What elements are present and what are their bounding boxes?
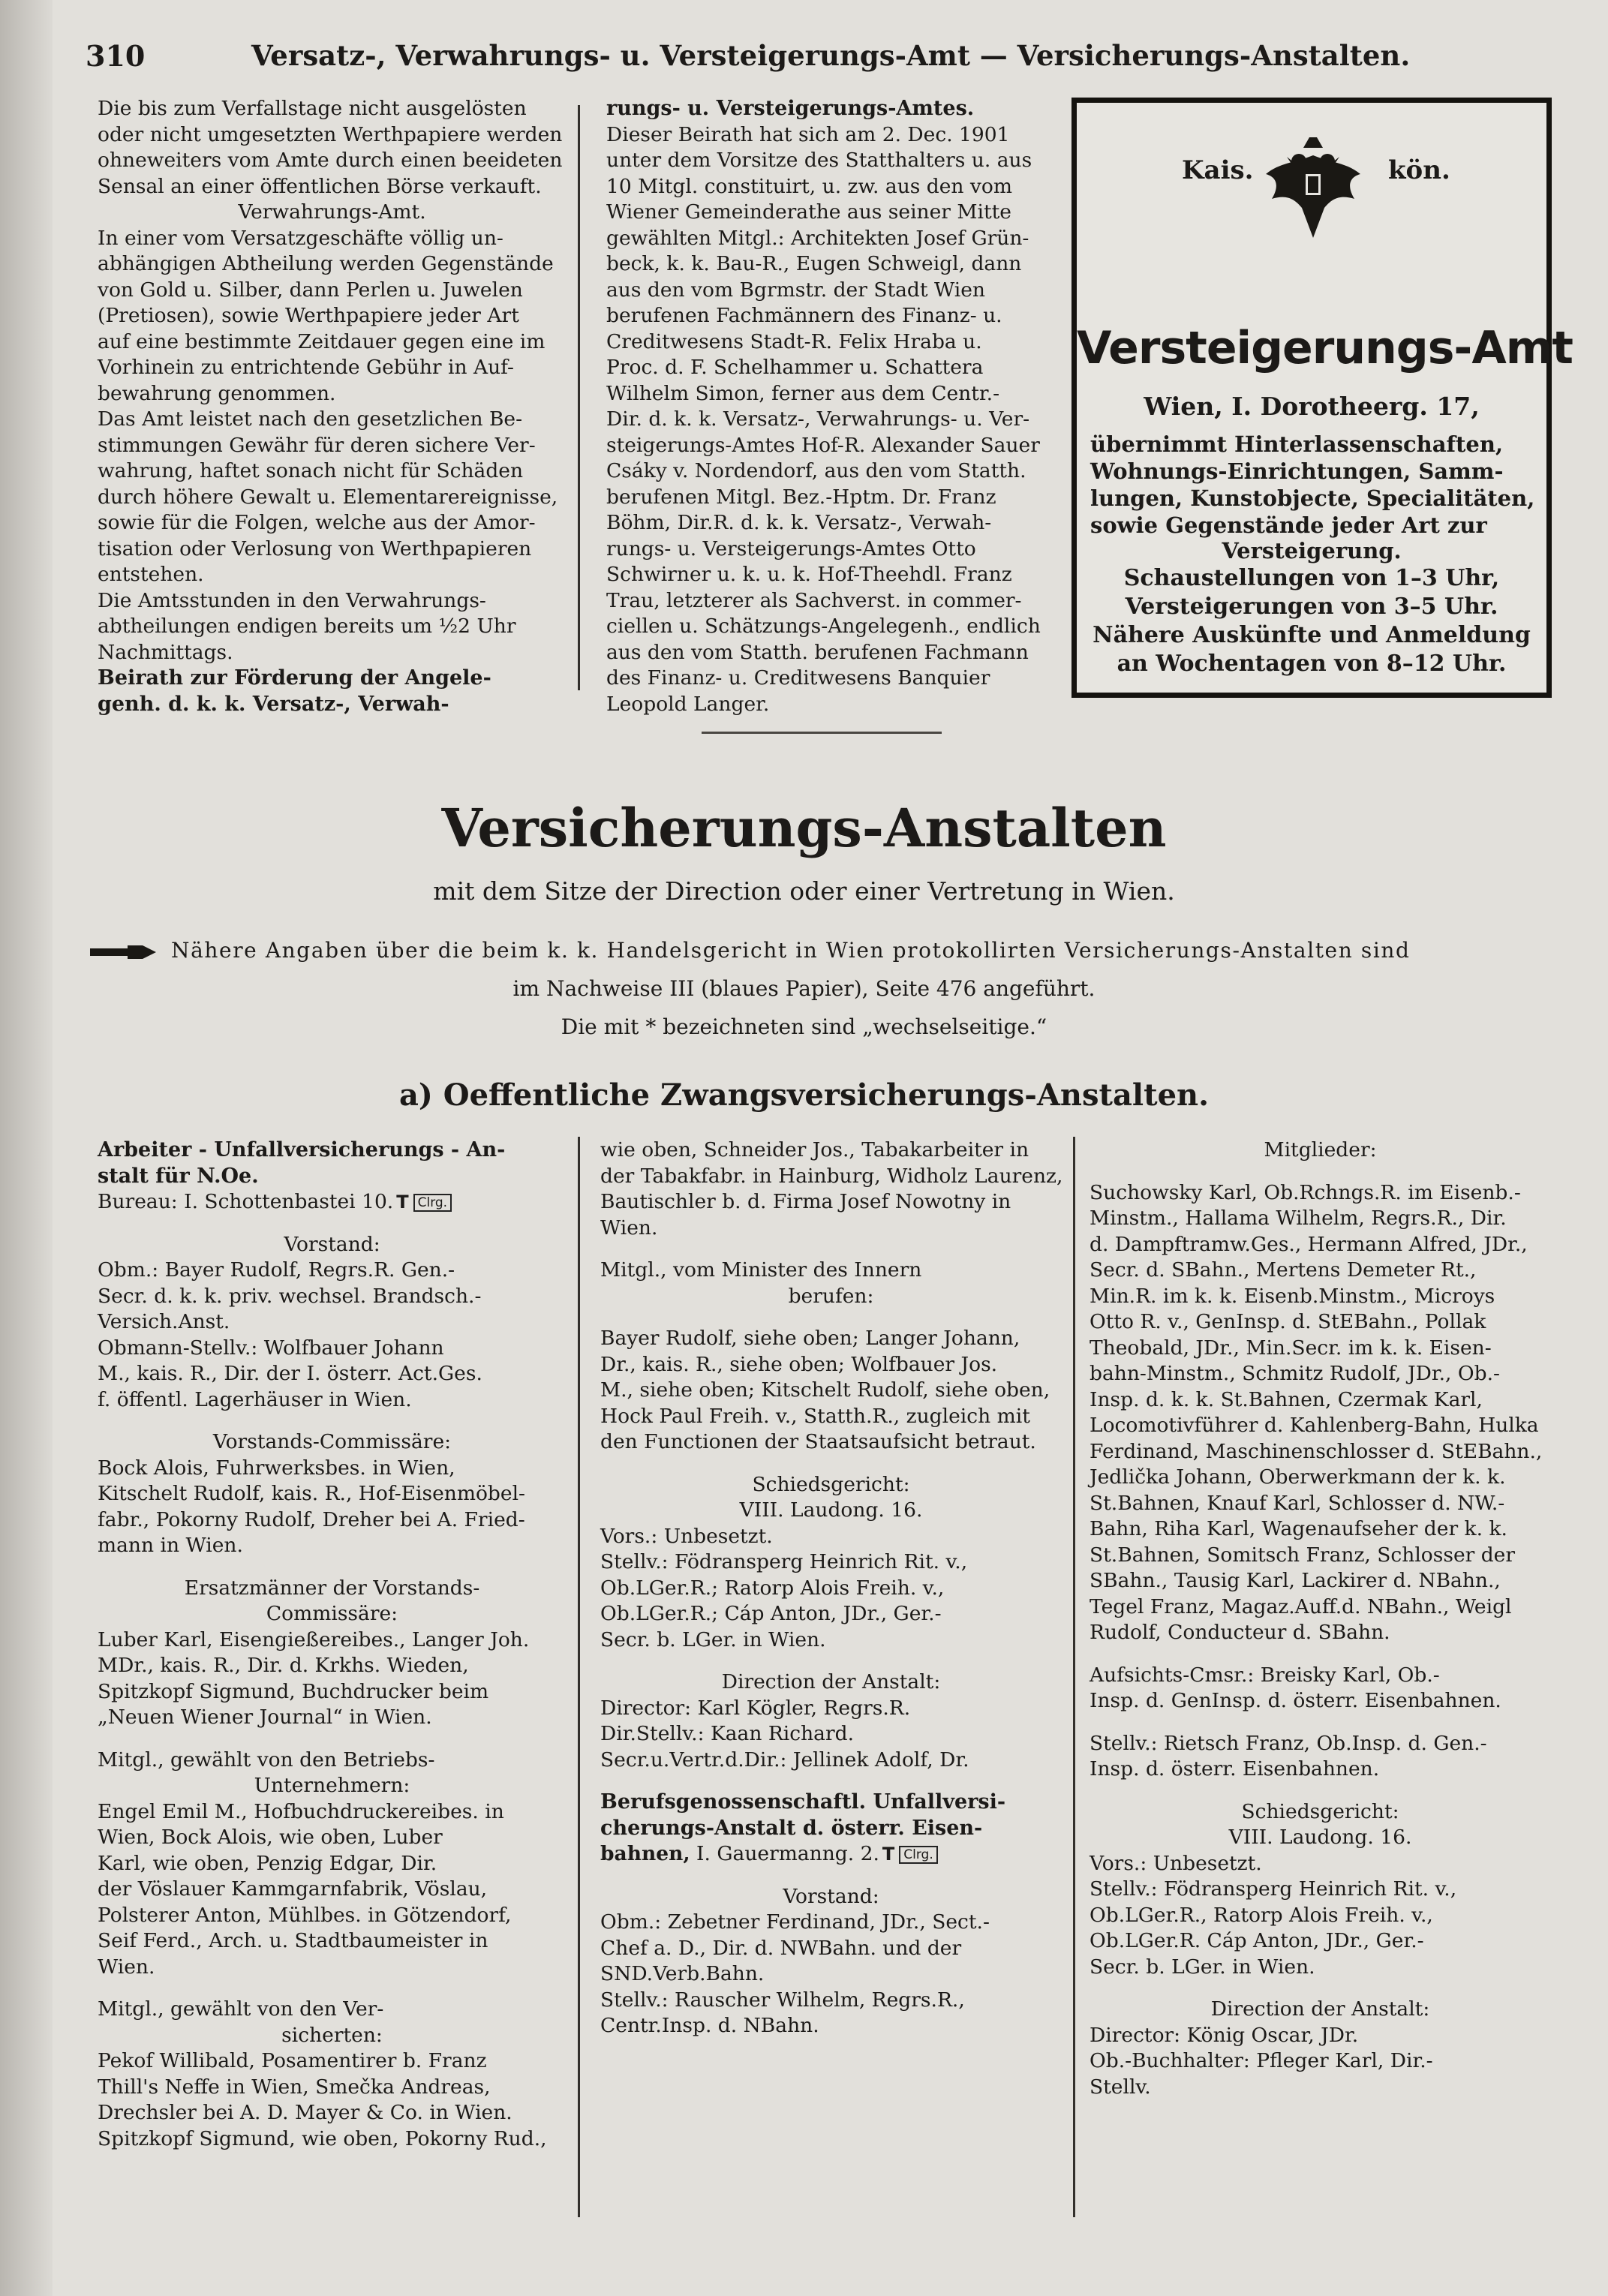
text-line: wie oben, Schneider Jos., Tabakarbeiter in [600, 1138, 1029, 1162]
note-line: im Nachweise III (blaues Papier), Seite 476 angeführt. [512, 976, 1096, 1001]
institution-title: stalt für N.Oe. [98, 1164, 259, 1188]
subsection-heading: a) Oeffentliche Zwangsversicherungs-Anstalten. [398, 1077, 1210, 1113]
telephone-icon: T [396, 1192, 409, 1213]
double-eagle-icon [1264, 133, 1362, 245]
court-address: VIII. Laudong. 16. [739, 1498, 923, 1522]
text-line: abtheilungen endigen bereits um ½2 Uhr [98, 615, 516, 638]
ad-kais: Kais. [1182, 155, 1254, 185]
text-line: rungs- u. Versteigerungs-Amtes Otto [606, 536, 976, 560]
text-line: Ob.LGer.R.; Cáp Anton, JDr., Ger.- [600, 1602, 942, 1625]
text-line: Pekof Willibald, Posamentirer b. Franz [98, 2049, 487, 2072]
text-line: Dr., kais. R., siehe oben; Wolfbauer Jos. [600, 1352, 998, 1376]
subheading: Vorstand: [783, 1884, 879, 1908]
subheading: Mitgl., gewählt von den Ver- [98, 1997, 384, 2021]
text-line: Drechsler bei A. D. Mayer & Co. in Wien. [98, 2101, 512, 2124]
bureau-address: Bureau: I. Schottenbastei 10. [98, 1190, 394, 1213]
text-line: Dieser Beirath hat sich am 2. Dec. 1901 [606, 122, 1010, 146]
text-line: aus den vom Bgrmstr. der Stadt Wien [606, 278, 985, 302]
text-line: Dir. d. k. k. Versatz-, Verwahrungs- u. Ver- [606, 407, 1030, 431]
text-line: Die bis zum Verfallstage nicht ausgelösten [98, 97, 527, 120]
institution-title: Berufsgenossenschaftl. Unfallversi- [600, 1790, 1006, 1814]
text-line: Vorhinein zu entrichtende Gebühr in Auf- [98, 356, 514, 379]
text-line: Stellv.: Födransperg Heinrich Rit. v., [600, 1550, 968, 1573]
institution-address [98, 1189, 567, 1216]
text-line: Nachmittags. [98, 640, 233, 664]
institution-title: cherungs-Anstalt d. österr. Eisen- [600, 1816, 983, 1840]
auction-house-advertisement [1071, 98, 1573, 698]
page-number: 310 [86, 39, 146, 73]
text-line: Theobald, JDr., Min.Secr. im k. k. Eisen- [1090, 1336, 1492, 1360]
text-line: Centr.Insp. d. NBahn. [600, 2014, 819, 2037]
text-line: Hock Paul Freih. v., Statth.R., zugleich mit [600, 1404, 1030, 1428]
pointing-hand-icon [90, 944, 158, 960]
section-heading: rungs- u. Versteigerungs-Amtes. [606, 97, 975, 120]
bottom-column-2 [600, 1137, 1062, 2039]
text-line: Creditwesens Stadt-R. Felix Hraba u. [606, 329, 982, 353]
column-rule [1073, 1137, 1075, 2217]
section-heading: genh. d. k. k. Versatz-, Verwah- [98, 692, 449, 716]
text-line: M., kais. R., Dir. der I. österr. Act.Ges. [98, 1362, 482, 1385]
text-line: Minstm., Hallama Wilhelm, Regrs.R., Dir. [1090, 1207, 1507, 1230]
text-line: berufenen Mitgl. Bez.-Hptm. Dr. Franz [606, 485, 996, 509]
text-line: Obm.: Bayer Rudolf, Regrs.R. Gen.- [98, 1258, 455, 1282]
text-line: Karl, wie oben, Penzig Edgar, Dir. [98, 1851, 437, 1875]
text-line: ciellen u. Schätzungs-Angelegenh., endlich [606, 615, 1041, 638]
ad-hours: an Wochentagen von 8–12 Uhr. [1117, 651, 1507, 677]
section-title: Versicherungs-Anstalten [441, 797, 1167, 859]
institution-title: Arbeiter - Unfallversicherungs - An- [98, 1138, 506, 1162]
text-line: Vors.: Unbesetzt. [600, 1524, 773, 1548]
note-line: Nähere Angaben über die beim k. k. Handelsgericht in Wien protokollirten Versicherungs-Anstalten sind [171, 938, 1411, 963]
text-line: Spitzkopf Sigmund, Buchdrucker beim [98, 1679, 489, 1703]
text-line: der Vöslauer Kammgarnfabrik, Vöslau, [98, 1877, 488, 1901]
subheading: Direction der Anstalt: [1210, 1997, 1430, 2021]
text-line: Thill's Neffe in Wien, Smečka Andreas, [98, 2075, 491, 2099]
text-line: auf eine bestimmte Zeitdauer gegen eine im [98, 329, 546, 353]
text-line: Bautischler b. d. Firma Josef Nowotny in [600, 1190, 1011, 1213]
text-line: Versich.Anst. [98, 1310, 230, 1333]
text-line: Stellv.: Rauscher Wilhelm, Regrs.R., [600, 1988, 965, 2012]
subheading: Schiedsgericht: [752, 1472, 910, 1496]
ad-line: Wohnungs-Einrichtungen, Samm- [1090, 458, 1504, 484]
text-line: Ob.LGer.R., Ratorp Alois Freih. v., [1090, 1903, 1433, 1927]
text-line: Aufsichts-Cmsr.: Breisky Karl, Ob.- [1090, 1663, 1440, 1687]
text-line: oder nicht umgesetzten Werthpapiere werden [98, 122, 563, 146]
clearing-badge: Clrg. [413, 1194, 452, 1212]
page-binding-shadow [0, 0, 53, 2296]
clearing-badge: Clrg. [899, 1846, 937, 1864]
subheading: Vorstand: [284, 1232, 380, 1256]
text-line: Luber Karl, Eisengießereibes., Langer Joh. [98, 1627, 530, 1651]
subheading: Mitgl., gewählt von den Betriebs- [98, 1748, 435, 1772]
ad-line: übernimmt Hinterlassenschaften, [1090, 431, 1504, 457]
text-line: Vors.: Unbesetzt. [1090, 1851, 1262, 1875]
ad-hours: Nähere Auskünfte und Anmeldung [1093, 622, 1531, 648]
section-heading: Beirath zur Förderung der Angele- [98, 666, 491, 690]
text-line: Obmann-Stellv.: Wolfbauer Johann [98, 1336, 444, 1360]
text-line: Wiener Gemeinderathe aus seiner Mitte [606, 200, 1011, 224]
text-line: Secr.u.Vertr.d.Dir.: Jellinek Adolf, Dr. [600, 1748, 969, 1772]
text-line: stimmungen Gewähr für deren sichere Ver- [98, 433, 536, 457]
text-line: Secr. d. k. k. priv. wechsel. Brandsch.- [98, 1284, 482, 1308]
ad-line: Versteigerung. [1222, 538, 1402, 563]
text-line: Tegel Franz, Magaz.Auff.d. NBahn., Weigl [1090, 1594, 1512, 1618]
text-line: Ob.LGer.R. Cáp Anton, JDr., Ger.- [1090, 1929, 1424, 1952]
subheading: Schiedsgericht: [1241, 1799, 1399, 1823]
subheading: Mitglieder: [1264, 1138, 1377, 1162]
text-line: Bock Alois, Fuhrwerksbes. in Wien, [98, 1456, 455, 1480]
text-line: unter dem Vorsitze des Statthalters u. aus [606, 149, 1032, 172]
text-line: Spitzkopf Sigmund, wie oben, Pokorny Rud., [98, 2126, 547, 2150]
text-line: Suchowsky Karl, Ob.Rchngs.R. im Eisenb.- [1090, 1180, 1521, 1204]
text-line: Otto R. v., GenInsp. d. StEBahn., Pollak [1090, 1310, 1486, 1333]
text-line: MDr., kais. R., Dir. d. Krkhs. Wieden, [98, 1654, 469, 1677]
text-line: Stellv.: Födransperg Heinrich Rit. v., [1090, 1877, 1457, 1901]
section-subtitle: mit dem Sitze der Direction oder einer Vertretung in Wien. [433, 876, 1175, 906]
text-line: Kitschelt Rudolf, kais. R., Hof-Eisenmöbel- [98, 1482, 525, 1505]
ad-line: sowie Gegenstände jeder Art zur [1090, 512, 1487, 538]
text-line: Locomotivführer d. Kahlenberg-Bahn, Hulka [1090, 1414, 1539, 1437]
text-line: tisation oder Verlosung von Werthpapieren [98, 536, 532, 560]
text-line: Sensal an einer öffentlichen Börse verkauft. [98, 174, 542, 198]
text-line: Bayer Rudolf, siehe oben; Langer Johann, [600, 1327, 1020, 1350]
text-line: Ob.LGer.R.; Ratorp Alois Freih. v., [600, 1576, 945, 1600]
text-line: Insp. d. österr. Eisenbahnen. [1090, 1757, 1380, 1781]
text-line: Böhm, Dir.R. d. k. k. Versatz-, Verwah- [606, 511, 992, 534]
subheading: Ersatzmänner der Vorstands- [184, 1576, 480, 1600]
text-line: „Neuen Wiener Journal“ in Wien. [98, 1705, 432, 1729]
text-line: 10 Mitgl. constituirt, u. zw. aus den vom [606, 174, 1012, 198]
text-line: Obm.: Zebetner Ferdinand, JDr., Sect.- [600, 1910, 990, 1934]
ad-address: Wien, I. Dorotheerg. 17, [1144, 392, 1480, 421]
bottom-column-3 [1090, 1137, 1551, 2100]
text-line: (Pretiosen), sowie Werthpapiere jeder Art [98, 304, 519, 327]
text-line: Rudolf, Conducteur d. SBahn. [1090, 1621, 1390, 1644]
text-line: Stellv. [1090, 2075, 1151, 2099]
text-line: d. Dampftramw.Ges., Hermann Alfred, JDr., [1090, 1232, 1528, 1256]
text-line: Dir.Stellv.: Kaan Richard. [600, 1722, 855, 1745]
text-line: Insp. d. k. k. St.Bahnen, Czermak Karl, [1090, 1387, 1483, 1411]
subheading: Vorstands-Commissäre: [212, 1430, 452, 1453]
text-line: Leopold Langer. [606, 692, 770, 716]
text-line: In einer vom Versatzgeschäfte völlig un- [98, 226, 503, 250]
ad-hours: Schaustellungen von 1–3 Uhr, [1123, 565, 1500, 591]
ad-line: lungen, Kunstobjecte, Specialitäten, [1090, 485, 1535, 511]
text-line: SND.Verb.Bahn. [600, 1962, 765, 1985]
text-line: aus den vom Statth. berufenen Fachmann [606, 640, 1029, 664]
text-line: den Functionen der Staatsaufsicht betraut. [600, 1430, 1036, 1453]
text-line: Director: König Oscar, JDr. [1090, 2023, 1359, 2047]
institution-address [600, 1841, 1062, 1868]
text-line: Das Amt leistet nach den gesetzlichen Be- [98, 407, 523, 431]
text-line: wahrung, haftet sonach nicht für Schäden [98, 459, 524, 482]
text-line: Secr. b. LGer. in Wien. [1090, 1955, 1315, 1979]
text-line: Ferdinand, Maschinenschlosser d. StEBahn., [1090, 1439, 1543, 1463]
text-line: Wilhelm Simon, ferner aus dem Centr.- [606, 381, 1000, 405]
text-line: St.Bahnen, Knauf Karl, Schlosser d. NW.- [1090, 1491, 1505, 1515]
text-line: gewählten Mitgl.: Architekten Josef Grün- [606, 226, 1029, 250]
text-line: Chef a. D., Dir. d. NWBahn. und der [600, 1936, 962, 1960]
subheading: sicherten: [281, 2023, 383, 2047]
subheading: Verwahrungs-Amt. [238, 200, 426, 224]
text-line: Engel Emil M., Hofbuchdruckereibes. in [98, 1799, 504, 1823]
text-line: mann in Wien. [98, 1534, 243, 1557]
text-line: Stellv.: Rietsch Franz, Ob.Insp. d. Gen.- [1090, 1731, 1487, 1755]
text-line: fabr., Pokorny Rudolf, Dreher bei A. Fried- [98, 1507, 525, 1531]
text-line: Bahn, Riha Karl, Wagenaufseher der k. k. [1090, 1517, 1507, 1540]
court-address: VIII. Laudong. 16. [1228, 1826, 1412, 1849]
telephone-icon: T [882, 1844, 895, 1865]
text-line: beck, k. k. Bau-R., Eugen Schweigl, dann [606, 252, 1022, 275]
text-line: f. öffentl. Lagerhäuser in Wien. [98, 1387, 412, 1411]
text-line: Wien. [98, 1955, 155, 1979]
text-line: Die Amtsstunden in den Verwahrungs- [98, 588, 486, 612]
subheading: berufen: [788, 1284, 874, 1308]
text-line: des Finanz- u. Creditwesens Banquier [606, 666, 990, 690]
text-line: entstehen. [98, 563, 204, 586]
running-title: Versatz-, Verwahrungs- u. Versteigerungs-Amt — Versicherungs-Anstalten. [251, 39, 1411, 72]
text-line: Polsterer Anton, Mühlbes. in Götzendorf, [98, 1903, 512, 1927]
text-line: ohneweiters vom Amte durch einen beeideten [98, 149, 563, 172]
column-rule [578, 1137, 580, 2217]
ad-title: Versteigerungs-Amt [1077, 322, 1573, 374]
institution-title: bahnen, [600, 1842, 690, 1865]
text-line: Secr. b. LGer. in Wien. [600, 1627, 826, 1651]
text-line: Trau, letzterer als Sachverst. in commer- [606, 588, 1022, 612]
text-line: sowie für die Folgen, welche aus der Amor- [98, 511, 536, 534]
text-line: Wien. [600, 1216, 658, 1240]
text-line: Schwirner u. k. u. k. Hof-Theehdl. Franz [606, 563, 1012, 586]
note-line: Die mit * bezeichneten sind „wechselseitige.“ [561, 1014, 1047, 1039]
text-line: Seif Ferd., Arch. u. Stadtbaumeister in [98, 1929, 488, 1952]
railway-address: I. Gauermanng. 2. [696, 1842, 879, 1865]
text-line: Proc. d. F. Schelhammer u. Schattera [606, 356, 984, 379]
text-line: Secr. d. SBahn., Mertens Demeter Rt., [1090, 1258, 1477, 1282]
text-line: St.Bahnen, Somitsch Franz, Schlosser der [1090, 1543, 1516, 1567]
text-line: steigerungs-Amtes Hof-R. Alexander Sauer [606, 433, 1040, 457]
section-divider [702, 732, 942, 734]
column-rule [578, 105, 580, 690]
subheading: Unternehmern: [254, 1774, 410, 1797]
text-line: von Gold u. Silber, dann Perlen u. Juwelen [98, 278, 523, 302]
top-column-1 [98, 96, 567, 717]
ad-hours: Versteigerungen von 3–5 Uhr. [1125, 594, 1498, 620]
top-column-2 [606, 96, 1064, 717]
text-line: bewahrung genommen. [98, 381, 336, 405]
text-line: Min.R. im k. k. Eisenb.Minstm., Microys [1090, 1284, 1495, 1308]
text-line: Csáky v. Nordendorf, aus den vom Statth. [606, 459, 1026, 482]
text-line: Jedlička Johann, Oberwerkmann der k. k. [1090, 1465, 1506, 1489]
text-line: M., siehe oben; Kitschelt Rudolf, siehe oben, [600, 1378, 1050, 1402]
ad-kon: kön. [1388, 155, 1450, 185]
text-line: Wien, Bock Alois, wie oben, Luber [98, 1826, 443, 1849]
text-line: berufenen Fachmännern des Finanz- u. [606, 304, 1002, 327]
subheading: Direction der Anstalt: [721, 1670, 941, 1693]
text-line: der Tabakfabr. in Hainburg, Widholz Laurenz, [600, 1164, 1063, 1188]
text-line: bahn-Minstm., Schmitz Rudolf, JDr., Ob.- [1090, 1362, 1500, 1385]
text-line: SBahn., Tausig Karl, Lackirer d. NBahn., [1090, 1569, 1501, 1592]
subheading: Commissäre: [266, 1602, 398, 1625]
text-line: durch höhere Gewalt u. Elementarereignisse, [98, 485, 558, 509]
text-line: Ob.-Buchhalter: Pfleger Karl, Dir.- [1090, 2049, 1433, 2072]
text-line: Insp. d. GenInsp. d. österr. Eisenbahnen. [1090, 1689, 1501, 1712]
subheading: Mitgl., vom Minister des Innern [600, 1258, 922, 1282]
bottom-column-1 [98, 1137, 567, 2152]
text-line: Director: Karl Kögler, Regrs.R. [600, 1696, 911, 1720]
text-line: abhängigen Abtheilung werden Gegenstände [98, 252, 554, 275]
